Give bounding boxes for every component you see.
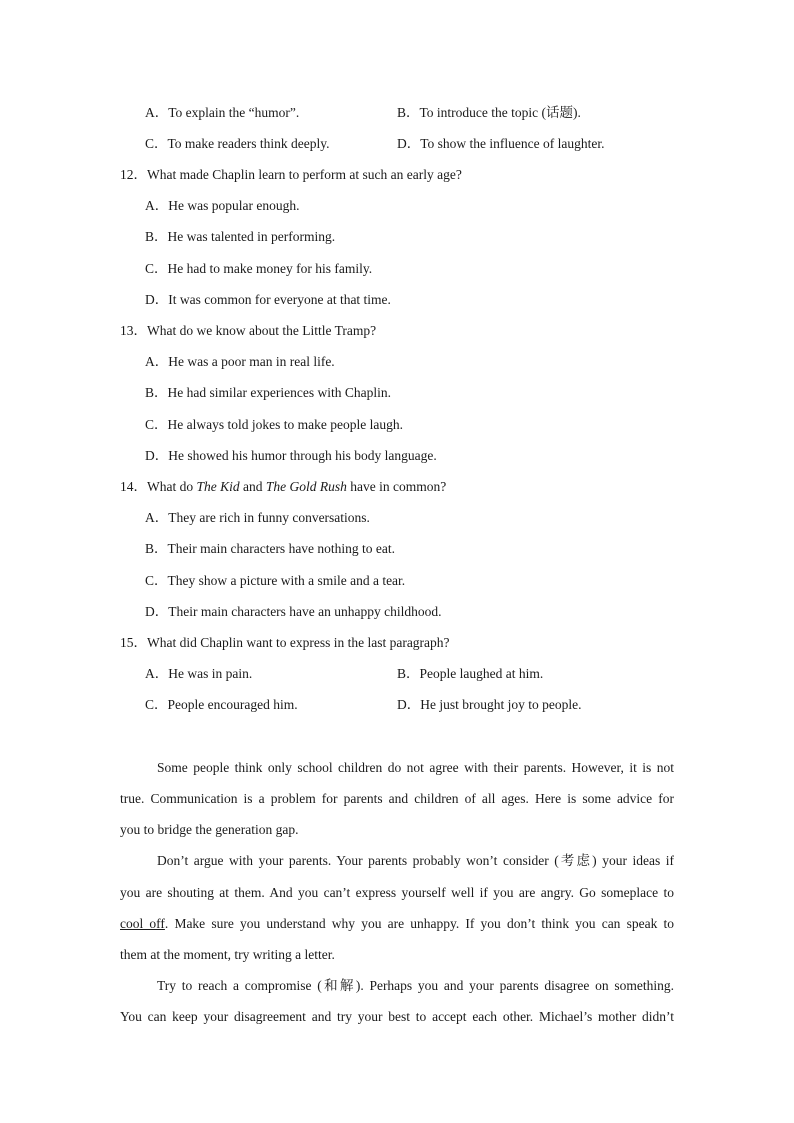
q12-option-b: B．He was talented in performing. <box>145 229 336 244</box>
q15-option-d: D．He just brought joy to people. <box>397 697 582 712</box>
q15-option-b: B．People laughed at him. <box>397 666 544 681</box>
passage-p2-line-2: you are shouting at them. And you can’t express yourself well if you are angry. Go someplace to <box>120 885 674 900</box>
q13-option-a: A．He was a poor man in real life. <box>145 354 335 369</box>
q11-option-a: A．To explain the “humor”. <box>145 105 300 120</box>
q14-option-d: D．Their main characters have an unhappy childhood. <box>145 604 442 619</box>
q12-option-c: C．He had to make money for his family. <box>145 261 373 276</box>
q14-stem-mid: and <box>239 479 266 494</box>
q12-option-d: D．It was common for everyone at that time. <box>145 292 391 307</box>
passage-p3-line-2: You can keep your disagreement and try your best to accept each other. Michael’s mother didn’t <box>120 1009 674 1024</box>
passage-p2-line-3-rest: . Make sure you understand why you are unhappy. If you don’t think you can speak to <box>164 916 674 931</box>
q11-option-b: B．To introduce the topic (话题). <box>397 105 581 120</box>
q14-stem-post: have in common? <box>346 479 447 494</box>
q11-option-d: D．To show the influence of laughter. <box>397 136 605 151</box>
q13-stem: 13．What do we know about the Little Tramp? <box>120 323 377 338</box>
q12-stem: 12．What made Chaplin learn to perform at such an early age? <box>120 167 462 182</box>
q14-film-title-1: The Kid <box>196 479 240 494</box>
q13-option-c: C．He always told jokes to make people laugh. <box>145 417 403 432</box>
passage-p3-line-1: Try to reach a compromise (和解). Perhaps you and your parents disagree on something. <box>157 978 674 993</box>
q13-option-b: B．He had similar experiences with Chaplin. <box>145 385 391 400</box>
passage-p2-line-4: them at the moment, try writing a letter. <box>120 947 335 962</box>
q14-film-title-2: The Gold Rush <box>265 479 347 494</box>
q14-stem <box>120 478 446 496</box>
q15-option-c: C．People encouraged him. <box>145 697 298 712</box>
passage-p1-line-1: Some people think only school children do not agree with their parents. However, it is not <box>157 760 674 775</box>
underlined-phrase-cool-off: cool off <box>120 916 165 931</box>
q11-option-c: C．To make readers think deeply. <box>145 136 330 151</box>
q14-option-b: B．Their main characters have nothing to eat. <box>145 541 396 556</box>
q14-option-a: A．They are rich in funny conversations. <box>145 510 370 525</box>
q14-option-c: C．They show a picture with a smile and a tear. <box>145 573 406 588</box>
passage-p1-line-3: you to bridge the generation gap. <box>120 822 299 837</box>
q13-option-d: D．He showed his humor through his body language. <box>145 448 437 463</box>
q12-option-a: A．He was popular enough. <box>145 198 300 213</box>
passage-p1-line-2: true. Communication is a problem for parents and children of all ages. Here is some advice for <box>120 791 674 806</box>
q15-stem: 15．What did Chaplin want to express in the last paragraph? <box>120 635 450 650</box>
q14-stem-pre: 14．What do <box>120 479 197 494</box>
passage-p2-line-1: Don’t argue with your parents. Your parents probably won’t consider (考虑) your ideas if <box>157 853 674 868</box>
q15-option-a: A．He was in pain. <box>145 666 253 681</box>
passage-p2-line-3 <box>120 915 674 933</box>
